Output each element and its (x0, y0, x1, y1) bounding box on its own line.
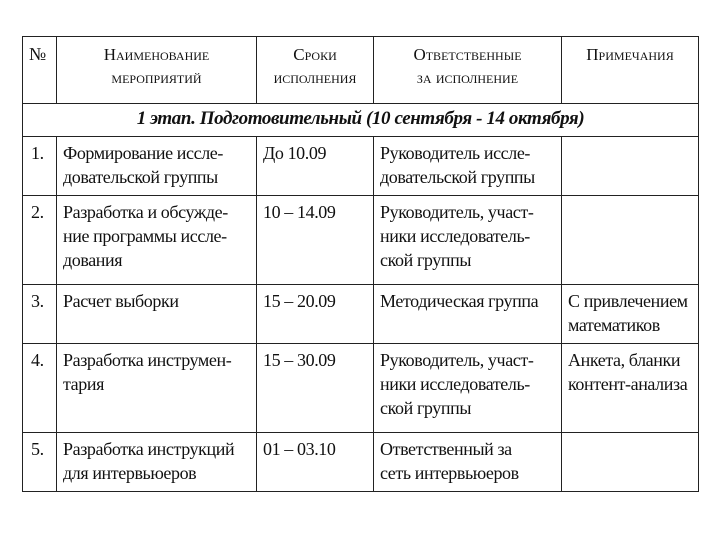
row-deadline: 10 – 14.09 (257, 196, 374, 285)
row-notes-line: контент-анализа (568, 374, 688, 394)
row-name-line: Формирование иссле- (63, 143, 223, 163)
row-num: 4. (23, 344, 57, 433)
header-name (57, 37, 257, 104)
header-row (23, 37, 699, 104)
stage-title: 1 этап. Подготовительный (10 сентября - 14 октября) (23, 104, 699, 137)
row-name-line: дования (63, 250, 123, 270)
header-responsible-line1: Ответственные (413, 45, 522, 64)
row-num: 5. (23, 433, 57, 492)
header-responsible (374, 37, 562, 104)
header-name-line1: Наименование (103, 45, 210, 64)
row-name (57, 196, 257, 285)
header-responsible-line2: за исполнение (416, 68, 519, 87)
row-name (57, 344, 257, 433)
row-name-line: Разработка инструкций (63, 439, 235, 459)
table-row (23, 344, 699, 433)
table-row (23, 285, 699, 344)
row-responsible (374, 433, 562, 492)
row-name-line: Разработка инструмен- (63, 350, 232, 370)
plan-table-container (22, 36, 698, 492)
table-row (23, 196, 699, 285)
header-deadline-line1: Сроки (293, 45, 337, 64)
row-responsible (374, 137, 562, 196)
row-name (57, 285, 257, 344)
row-responsible-line: Ответственный за (380, 439, 512, 459)
row-responsible-line: ской группы (380, 398, 472, 418)
row-responsible-line: ской группы (380, 250, 472, 270)
row-responsible-line: Руководитель, участ- (380, 202, 534, 222)
row-notes-line: математиков (568, 315, 660, 335)
row-responsible (374, 285, 562, 344)
row-name-line: довательской группы (63, 167, 218, 187)
row-name (57, 433, 257, 492)
row-notes (562, 344, 699, 433)
row-num: 1. (23, 137, 57, 196)
row-deadline: 15 – 20.09 (257, 285, 374, 344)
row-responsible-line: Руководитель, участ- (380, 350, 534, 370)
row-name-line: Разработка и обсужде- (63, 202, 228, 222)
header-deadline (257, 37, 374, 104)
row-notes (562, 196, 699, 285)
row-responsible-line: ники исследователь- (380, 226, 530, 246)
row-notes-line: С привлечением (568, 291, 688, 311)
row-responsible-line: сеть интервьюеров (380, 463, 519, 483)
row-notes (562, 285, 699, 344)
row-responsible-line: ники исследователь- (380, 374, 530, 394)
header-num: № (23, 37, 57, 104)
stage-row (23, 104, 699, 137)
row-name-line: для интервьюеров (63, 463, 197, 483)
plan-table (22, 36, 699, 492)
header-notes: Примечания (562, 37, 699, 104)
row-responsible-line: довательской группы (380, 167, 535, 187)
header-name-line2: мероприятий (111, 68, 202, 87)
table-row (23, 433, 699, 492)
row-name-line: Расчет выборки (63, 291, 179, 311)
row-responsible (374, 344, 562, 433)
row-deadline: 15 – 30.09 (257, 344, 374, 433)
row-name (57, 137, 257, 196)
row-deadline: До 10.09 (257, 137, 374, 196)
row-responsible-line: Руководитель иссле- (380, 143, 531, 163)
row-notes-line: Анкета, бланки (568, 350, 681, 370)
row-notes (562, 137, 699, 196)
header-deadline-line2: исполнения (273, 68, 357, 87)
row-responsible-line: Методическая группа (380, 291, 539, 311)
table-row (23, 137, 699, 196)
row-num: 3. (23, 285, 57, 344)
row-num: 2. (23, 196, 57, 285)
row-name-line: ние программы иссле- (63, 226, 227, 246)
row-responsible (374, 196, 562, 285)
row-deadline: 01 – 03.10 (257, 433, 374, 492)
row-name-line: тария (63, 374, 104, 394)
row-notes (562, 433, 699, 492)
